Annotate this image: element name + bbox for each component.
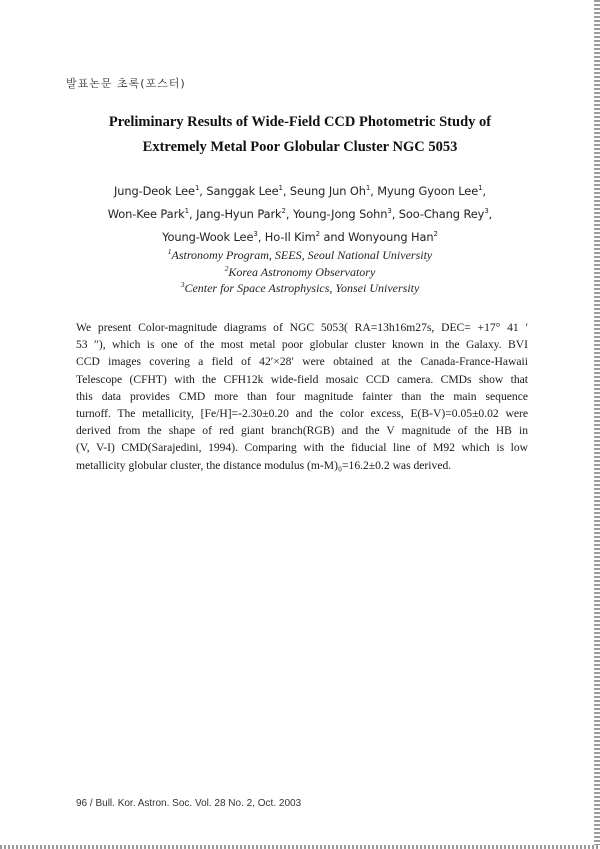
author-name: Ho-Il Kim: [264, 230, 316, 244]
author-separator: ,: [189, 207, 197, 221]
page-footer: 96 / Bull. Kor. Astron. Soc. Vol. 28 No. 2, Oct. 2003: [76, 798, 302, 809]
author-separator: ,: [391, 207, 399, 221]
paper-title: [60, 110, 540, 160]
abstract-line: Telescope (CFHT) with the CFH12k wide-field mosaic CCD camera. CMDs show that: [76, 372, 528, 386]
author-affiliation-mark: 1: [194, 184, 200, 192]
author-line: [60, 203, 540, 226]
author-affiliation-mark: 2: [315, 230, 320, 238]
author-name: Jang-Hyun Park: [196, 207, 282, 221]
abstract: [76, 319, 528, 474]
author-name: Sanggak Lee: [206, 184, 279, 198]
author-list: [60, 180, 540, 249]
affiliation: [60, 247, 540, 264]
author-line: [60, 180, 540, 203]
author-separator: ,: [370, 184, 378, 198]
author-separator: ,: [257, 230, 265, 244]
author-affiliation-mark: 2: [281, 207, 286, 215]
author-name: Soo-Chang Rey: [398, 207, 485, 221]
author-separator: ,: [488, 207, 493, 221]
author-name: Young-Wook Lee: [162, 230, 254, 244]
author-line: [60, 226, 540, 249]
affiliation: [60, 280, 540, 297]
author-separator: ,: [199, 184, 207, 198]
abstract-line: derived from the shape of red giant branch(RGB) and the V magnitude of the HB in: [76, 424, 528, 438]
author-separator: ,: [282, 184, 290, 198]
author-affiliation-mark: 3: [484, 207, 489, 215]
author-affiliation-mark: 1: [478, 184, 483, 192]
author-affiliation-mark: 1: [365, 184, 371, 192]
author-affiliation-mark: 3: [387, 207, 392, 215]
author-name: Wonyoung Han: [348, 230, 434, 244]
author-name: Young-Jong Sohn: [292, 207, 388, 221]
author-name: Jung-Deok Lee: [113, 184, 195, 198]
abstract-line: 53 ″), which is one of the most metal poor globular cluster known in the Galaxy. BVI: [76, 338, 528, 352]
title-line-2: Extremely Metal Poor Globular Cluster NGC 5053: [142, 139, 458, 155]
author-affiliation-mark: 1: [184, 207, 190, 215]
affiliation-text: Korea Astronomy Observatory: [228, 264, 376, 279]
author-name: Seung Jun Oh: [289, 184, 366, 198]
author-separator: ,: [482, 184, 487, 198]
affiliation-number: 3: [180, 280, 185, 289]
abstract-line: this data provides CMD more than four magnitude fainter than the main sequence: [76, 389, 528, 403]
affiliation-text: Astronomy Program, SEES, Seoul National University: [171, 248, 433, 262]
author-separator: ,: [285, 207, 293, 221]
page-edge-bottom: [0, 845, 600, 849]
author-separator: and: [319, 230, 349, 244]
abstract-line: turnoff. The metallicity, [Fe/H]=-2.30±0.20 and the color excess, E(B-V)=0.05±0.02 were: [76, 407, 528, 421]
affiliation-text: Center for Space Astrophysics, Yonsei University: [184, 281, 420, 295]
affiliation-list: [60, 247, 540, 297]
affiliation-number: 1: [167, 247, 172, 256]
author-affiliation-mark: 3: [253, 230, 258, 238]
affiliation-number: 2: [224, 263, 229, 273]
abstract-line: metallicity globular cluster, the distance modulus (m-M)₀=16.2±0.2 was derived.: [76, 458, 452, 472]
affiliation: [60, 264, 540, 281]
abstract-line: We present Color-magnitude diagrams of NGC 5053( RA=13h16m27s, DEC= +17° 41 ′: [76, 321, 528, 334]
title-line-1: Preliminary Results of Wide-Field CCD Photometric Study of: [108, 114, 492, 130]
author-name: Myung Gyoon Lee: [377, 184, 479, 198]
author-affiliation-mark: 2: [433, 230, 438, 238]
page-edge-right: [594, 0, 600, 849]
abstract-line: CCD images covering a field of 42′×28′ were obtained at the Canada-France-Hawaii: [76, 355, 528, 369]
section-label: 발표논문 초록(포스터): [66, 77, 186, 90]
author-affiliation-mark: 1: [278, 184, 283, 192]
abstract-line: (V, V-I) CMD(Sarajedini, 1994). Comparing with the fiducial line of M92 which is low: [76, 441, 528, 455]
author-name: Won-Kee Park: [107, 207, 185, 221]
